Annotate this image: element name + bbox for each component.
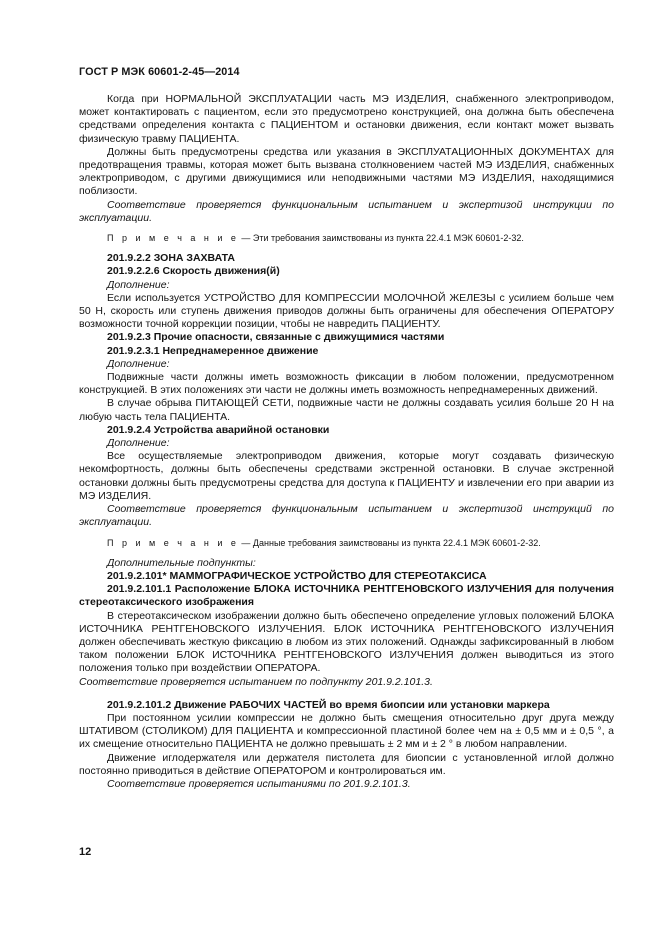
- note-label: П р и м е ч а н и е: [107, 537, 239, 548]
- page-header: ГОСТ Р МЭК 60601-2-45—2014: [79, 66, 240, 78]
- paragraph: Подвижные части должны иметь возможность фиксации в любом положении, предусмотренном конструкцией. В этих положениях эти части не должны иметь возможность непреднамеренных движений.: [79, 371, 614, 397]
- section-heading: 201.9.2.101.1 Расположение БЛОКА ИСТОЧНИКА РЕНТГЕНОВСКОГО ИЗЛУЧЕНИЯ для получения стереотаксического изображения: [79, 583, 614, 609]
- compliance-statement: Соответствие проверяется функциональным испытанием и экспертизой инструкции по эксплуатации.: [79, 198, 614, 224]
- addition-label: Дополнение:: [107, 357, 170, 370]
- section-heading: 201.9.2.2 ЗОНА ЗАХВАТА: [107, 252, 236, 265]
- note: [79, 232, 614, 245]
- paragraph: В стереотаксическом изображении должно быть обеспечено определение угловых положений БЛОКА ИСТОЧНИКА РЕНТГЕНОВСКОГО ИЗЛУЧЕНИЯ. БЛОК ИСТОЧНИКА РЕНТГЕНОВСКОГО ИЗЛУЧЕНИЯ должен обеспечивать жесткую фиксацию в любом из этих положений. Однажды зафиксированный в любом таком положении БЛОК ИСТОЧНИКА РЕНТГЕНОВСКОГО ИЗЛУЧЕНИЯ должен выводиться из этого положения только при воздействии ОПЕРАТОРА.: [79, 609, 614, 675]
- paragraph: Должны быть предусмотрены средства или указания в ЭКСПЛУАТАЦИОННЫХ ДОКУМЕНТАХ для предотвращения травмы, которая может быть вызвана столкновением частей МЭ ИЗДЕЛИЯ, снабженных электроприводом, с другими движущимися или неподвижными частями МЭ ИЗДЕЛИЯ, находящимися поблизости.: [79, 145, 614, 198]
- compliance-statement: Соответствие проверяется функциональным испытанием и экспертизой инструкций по эксплуатации.: [79, 503, 614, 529]
- section-heading: 201.9.2.2.6 Скорость движения(й): [107, 265, 280, 278]
- compliance-statement: Соответствие проверяется испытанием по подпункту 201.9.2.101.3.: [79, 675, 433, 688]
- paragraph: Когда при НОРМАЛЬНОЙ ЭКСПЛУАТАЦИИ часть МЭ ИЗДЕЛИЯ, снабженного электроприводом, может контактировать с пациентом, если это предусмотрено конструкцией, она должна быть обеспечена средствами определения контакта с ПАЦИЕНТОМ и остановки движения, если контакт может вызвать физическую травму ПАЦИЕНТА.: [79, 93, 614, 145]
- additional-subclauses-label: Дополнительные подпункты:: [107, 556, 256, 569]
- section-heading: 201.9.2.4 Устройства аварийной остановки: [107, 423, 330, 436]
- section-heading: 201.9.2.3.1 Непреднамеренное движение: [107, 344, 319, 357]
- note-text: — Данные требования заимствованы из пункта 22.4.1 МЭК 60601-2-32.: [238, 537, 541, 548]
- addition-label: Дополнение:: [107, 437, 170, 450]
- compliance-statement: Соответствие проверяется испытаниями по 201.9.2.101.3.: [107, 777, 411, 790]
- paragraph: Если используется УСТРОЙСТВО ДЛЯ КОМПРЕССИИ МОЛОЧНОЙ ЖЕЛЕЗЫ с усилием больше чем 50 Н, скорость или ступень движения приводов должны быть ограничены для обеспечения ОПЕРАТОРУ возможности точной коррекции позиции, чтобы не навредить ПАЦИЕНТУ.: [79, 291, 614, 331]
- note: [79, 537, 614, 550]
- paragraph: Движение иглодержателя или держателя пистолета для биопсии с установленной иглой должно постоянно приводиться в действие ОПЕРАТОРОМ и контролироваться им.: [79, 751, 614, 777]
- section-heading: 201.9.2.101.2 Движение РАБОЧИХ ЧАСТЕЙ во время биопсии или установки маркера: [107, 698, 550, 711]
- note-text: — Эти требования заимствованы из пункта 22.4.1 МЭК 60601-2-32.: [238, 233, 524, 244]
- section-heading: 201.9.2.101* МАММОГРАФИЧЕСКОЕ УСТРОЙСТВО ДЛЯ СТЕРЕОТАКСИСА: [107, 569, 487, 582]
- document-body: [79, 93, 614, 791]
- paragraph: В случае обрыва ПИТАЮЩЕЙ СЕТИ, подвижные части не должны создавать усилия больше 20 Н на любую часть тела ПАЦИЕНТА.: [79, 397, 614, 423]
- addition-label: Дополнение:: [107, 278, 170, 291]
- note-label: П р и м е ч а н и е: [107, 233, 239, 244]
- section-heading: 201.9.2.3 Прочие опасности, связанные с движущимися частями: [107, 331, 445, 344]
- page-number: 12: [79, 846, 92, 858]
- paragraph: Все осуществляемые электроприводом движения, которые могут создавать физическую некомфортность, должны быть обеспечены средствами экстренной остановки. В случае экстренной остановки должны быть предусмотрены средства для доступа к ПАЦИЕНТУ и извлечении его при аварии из МЭ ИЗДЕЛИЯ.: [79, 450, 614, 502]
- paragraph: При постоянном усилии компрессии не должно быть смещения относительно друг друга между ШТАТИВОМ (СТОЛИКОМ) ДЛЯ ПАЦИЕНТА и компрессионной пластиной более чем на ± 0,5 мм и ± 0,5 °, а их смещение относительно ПАЦИЕНТА не должно превышать ± 2 мм и ± 2 ° в любом направлении.: [79, 711, 614, 751]
